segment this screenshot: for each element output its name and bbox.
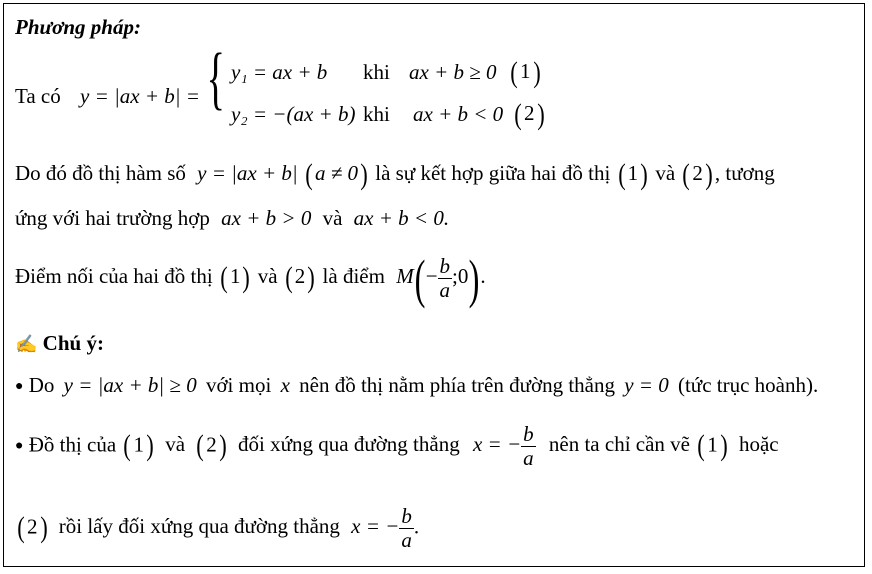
junction-point: M <box>396 264 414 288</box>
bullet-icon: ● <box>15 379 24 394</box>
bullet-item-2-continued: ( 2) rồi lấy đối xứng qua đường thẳng x = − $\frac{b}{a}$ . <box>17 504 420 553</box>
case2-label: ( 2) <box>514 98 545 131</box>
case2-expression: y₂ = −(ax + b) <box>231 102 356 126</box>
fraction-b-over-a: $\frac{b}{a}$ <box>439 253 451 302</box>
bullet-item-2: ● Đồ thị của ( 1) và ( 2) đối xứng qua đường thẳng x = − $\frac{b}{a}$ nên ta chỉ cần vẽ ( 1) hoặc <box>15 422 779 471</box>
case2-condition: ax + b < 0 <box>413 102 504 126</box>
ta-co-text: Ta có <box>15 84 61 108</box>
heading-text: Phương pháp: <box>15 15 141 39</box>
nonnegative-statement: y = |ax + b| ≥ 0 <box>63 373 197 397</box>
bullet-item-1: ● Do y = |ax + b| ≥ 0 với mọi x nên đồ thị nằm phía trên đường thẳng y = 0 (tức trục hoành). <box>15 373 819 397</box>
abs-function: y = |ax + b| <box>197 161 298 185</box>
case1-label: ( 1) <box>510 56 541 89</box>
pencil-icon: ✍ <box>15 334 38 354</box>
case1-khi: khi <box>363 60 390 84</box>
paragraph1-line2: ứng với hai trường hợp ax + b > 0 và ax + b < 0. <box>15 206 450 230</box>
case2-khi: khi <box>363 102 390 126</box>
paragraph1-line1: Do đó đồ thị hàm số y = |ax + b| ( a ≠ 0) là sự kết hợp giữa hai đồ thị ( 1) và ( 2) , tương <box>15 158 775 191</box>
heading <box>15 17 141 38</box>
case-negative: ax + b < 0. <box>353 206 450 230</box>
lhs-expression: y = |ax + b| = <box>80 84 200 108</box>
bullet-icon: ● <box>15 438 24 454</box>
paragraph2: Điểm nối của hai đồ thị ( 1) và ( 2) là điểm M(− $\frac{b}{a}$ ;0). <box>15 249 486 309</box>
case1-expression: y₁ = ax + b <box>231 60 328 84</box>
fraction-b-over-a: $\frac{b}{a}$ <box>523 422 534 471</box>
fraction-b-over-a: $\frac{b}{a}$ <box>401 504 412 553</box>
nonzero-condition: a ≠ 0 <box>314 161 358 185</box>
case1-condition: ax + b ≥ 0 <box>409 60 497 84</box>
left-brace: { <box>206 40 226 117</box>
case-positive: ax + b > 0 <box>221 206 312 230</box>
note-heading: ✍ Chú ý: <box>15 331 104 355</box>
piecewise-definition <box>15 40 615 132</box>
